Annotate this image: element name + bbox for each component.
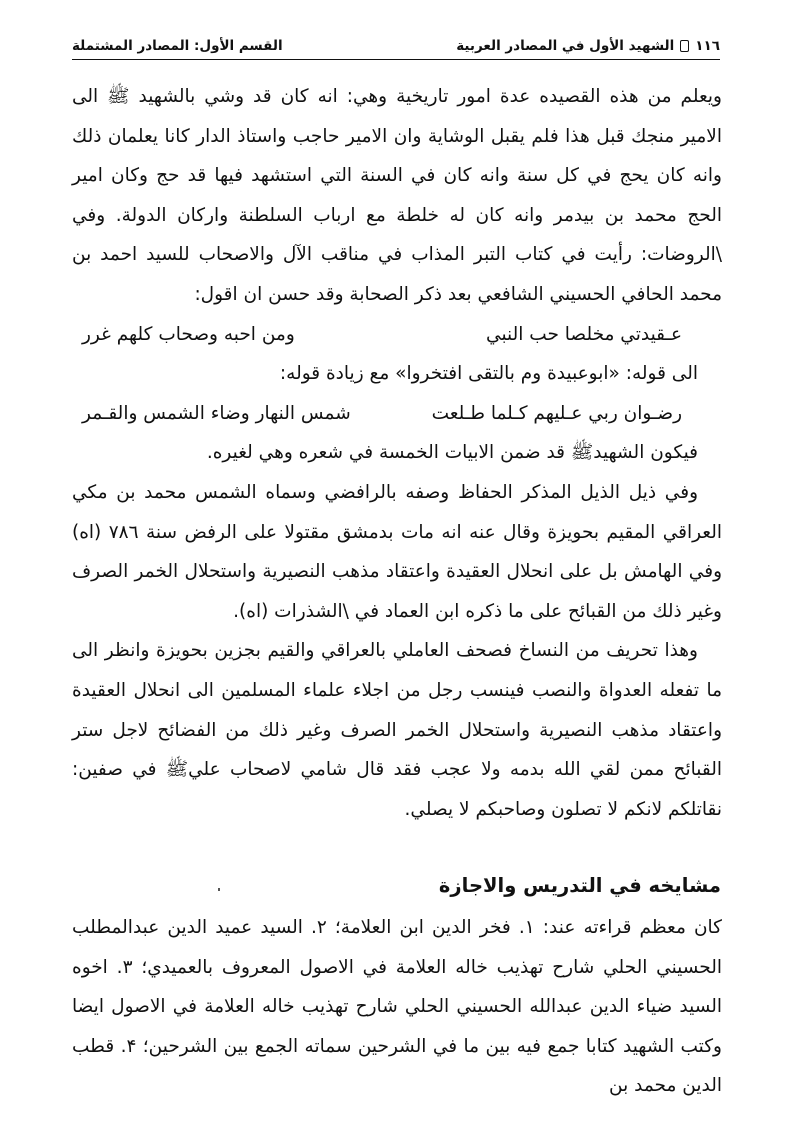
poem-verse-2-second-hemistich: شمس النهار وضاء الشمس والقـمر	[82, 402, 351, 424]
page-number: ١١٦	[695, 38, 720, 54]
square-ornament-icon	[680, 40, 689, 52]
poem-verse-2	[72, 394, 722, 434]
section-heading: مشايخه في التدريس والاجازة	[438, 874, 721, 897]
paragraph-2: الى قوله: «ابوعبيدة وم بالتقى افتخروا» مع زيادة قوله:	[279, 363, 698, 385]
poem-verse-2-first-hemistich: رضـوان ربي عـليهم كـلما طـلعت	[431, 402, 682, 424]
main-text	[72, 77, 722, 829]
section-text	[72, 908, 722, 1106]
paragraph-3: فيكون الشهيدﷺ قد ضمن الابيات الخمسة في شعره وهي لغيره.	[206, 442, 698, 464]
section-paragraph: كان معظم قراءته عند: ١. فخر الدين ابن العلامة؛ ٢. السيد عميد الدين عبدالمطلب الحسيني الحلي شارح تهذيب خاله العلامة في الاصول المعروف بالعميدي؛ ٣. اخوه السيد ضياء الدين عبدالله الحسيني الحلي شارح تهذيب خاله العلامة في الاصول ايضا وكتب الشهيد كتابا جمع فيه بين ما في الشرحين سماته الجمع بين الشرحين؛ ۴. قطب الدين محمد بن	[72, 917, 722, 1097]
running-title-section: القسم الأول: المصادر المشتملة	[72, 38, 283, 54]
header-right	[456, 36, 720, 56]
running-title-book: الشهيد الأول في المصادر العربية	[456, 38, 675, 54]
poem-verse-1-second-hemistich: ومن احبه وصحاب كلهم غرر	[82, 323, 295, 345]
poem-verse-1	[72, 315, 722, 355]
poem-verse-1-first-hemistich: عـقيدتي مخلصا حب النبي	[486, 323, 682, 345]
running-header	[72, 30, 720, 60]
paragraph-4: وفي ذيل الذيل المذكر الحفاظ وصفه بالرافضي وسماه الشمس محمد بن مكي العراقي المقيم بحويزة وقال عنه انه مات بدمشق مقتولا على الرفض سنة ٧٨٦ (اه) وفي الهامش بل على انحلال العقيدة واعتقاد مذهب النصيرية واستحلال الخمر الصرف وغير ذلك من القبائح على ما ذكره ابن العماد في \الشذرات (اه).	[72, 481, 723, 622]
ink-speck	[218, 888, 220, 891]
paragraph-5: وهذا تحريف من النساخ فصحف العاملي بالعراقي والقيم بجزين بحويزة وانظر الى ما تفعله العدواة والنصب فينسب رجل من اجلاء علماء المسلمين الى انحلال العقيدة واعتقاد مذهب النصيرية واستحلال الخمر الصرف وغير ذلك من الفضائح لاجل ستر القبائح ممن لقي الله بدمه ولا عجب فقد قال شامي لاصحاب عليﷺ في صفين: نقاتلكم لانكم لا تصلون وصاحبكم لا يصلي.	[72, 640, 722, 820]
paragraph-1: ويعلم من هذه القصيده عدة امور تاريخية وهي: انه كان قد وشي بالشهيد ﷺ الى الامير منجك قبل هذا فلم يقبل الوشاية وان الامير حاجب واستاذ الدار كانا يعلمان ذلك وانه كان يحج في كل سنة وانه كان في السنة التي استشهد فيها قد حج وكان امير الحج محمد بن بيدمر وانه كان له خلطة مع ارباب السلطنة واركان الدولة. وفي \الروضات: رأيت في كتاب التبر المذاب في مناقب الآل والاصحاب للسيد احمد بن محمد الحافي الحسيني الشافعي بعد ذكر الصحابة وقد حسن ان اقول:	[72, 86, 722, 305]
